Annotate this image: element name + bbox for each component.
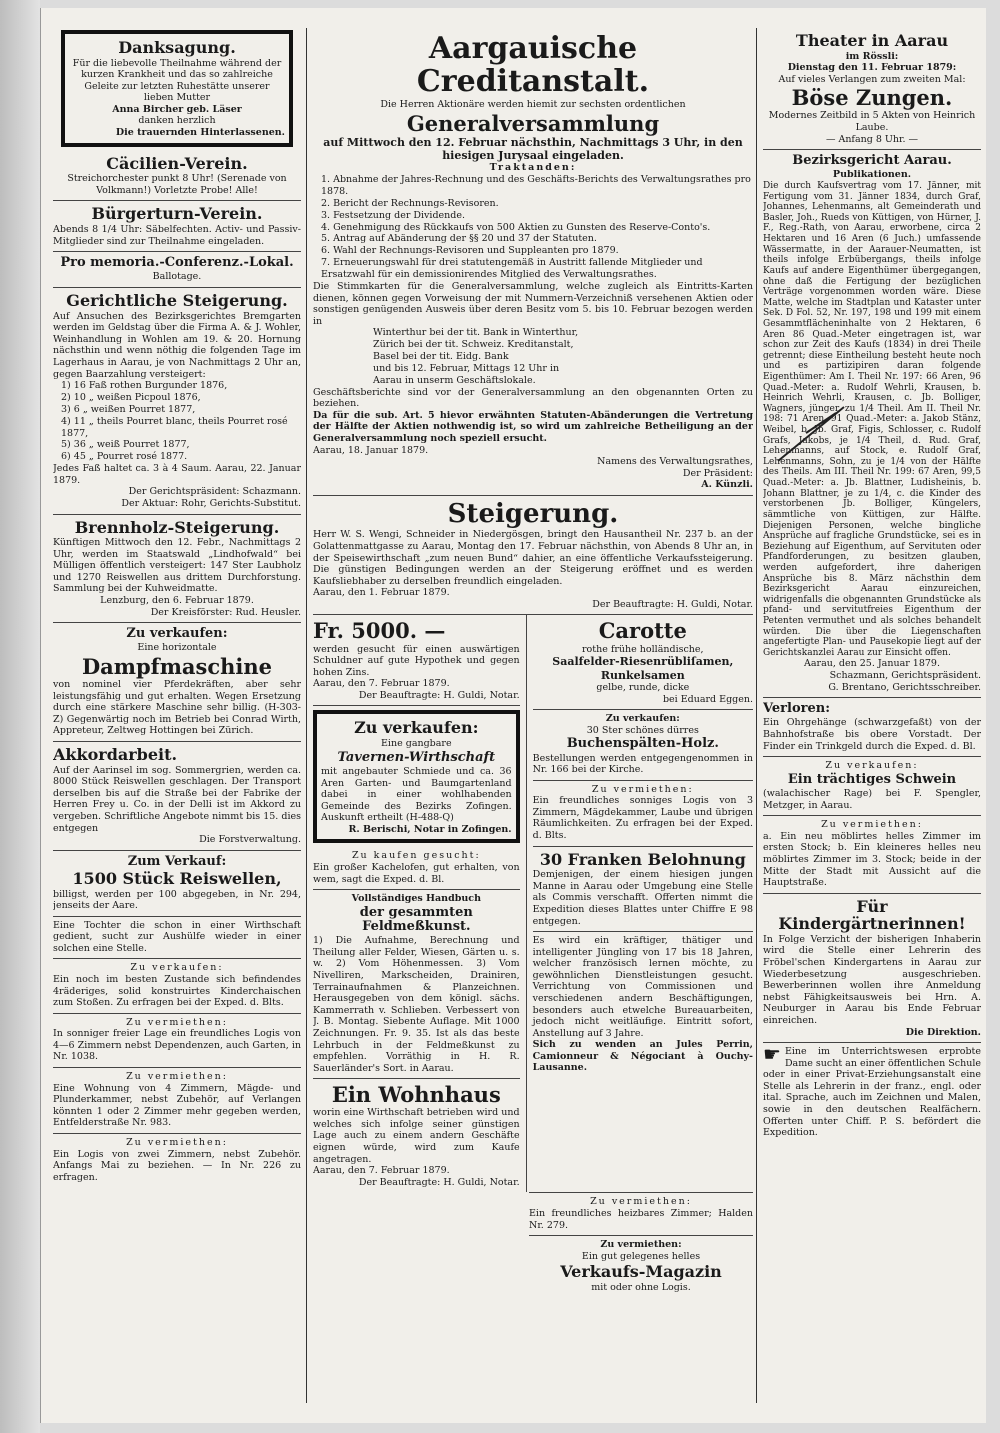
ad-signature: R. Berischi, Notar in Zofingen. [348, 823, 512, 835]
ad-headline: Für Kindergärtnerinnen! [778, 896, 966, 934]
ad-pro-memoria [53, 252, 301, 288]
ad-signature: Der Beauftragte: H. Guldi, Notar. [592, 598, 753, 610]
ad-title: Zu vermiethen: [591, 783, 694, 795]
ad-subtitle: Vollständiges Handbuch [351, 893, 481, 905]
ad-signature: G. Brentano, Gerichtsschreiber. [828, 681, 981, 693]
ad-text: Geschäftsberichte sind vor der Generalversammlung an den obgenannten Orten zu beziehen. [313, 386, 753, 410]
ad-date: Lenzburg, den 6. Februar 1879. [100, 595, 254, 606]
ad-title: Danksagung. [118, 38, 236, 57]
list-item: 1. Abnahme der Jahres-Rechnung und des Geschäfts-Berichts des Verwaltungsrathes pro 1878. [321, 174, 751, 197]
ad-list [53, 380, 301, 463]
ad-title: Verloren: [763, 701, 830, 717]
ad-text: Auf Ansuchen des Bezirksgerichtes Bremgarten werden im Geldstag über die Firma A. & J. Wohler, Weinhandlung in Wohlen am 19. & 20. Hornung nächsthin und wenn nöthig die folgenden Tage im Lagerhaus in Aarau, je von Nachmittags 2 Uhr an, gegen Baarzahlung versteigert: [53, 310, 301, 380]
ad-kinderchaischen [53, 959, 301, 1013]
ad-text: Runkelsamen [600, 668, 685, 682]
ad-reiswellen [53, 851, 301, 917]
list-item: 3. Festsetzung der Dividende. [321, 209, 465, 221]
list-item: 5) 36 „ weiß Pourret 1877, [61, 439, 190, 451]
ad-text: gelbe, runde, dicke [596, 681, 690, 693]
ad-text: Demjenigen, der einem hiesigen jungen Manne in Aarau oder Umgebung eine Stelle als Commis verschafft. Offerten nimmt die Expedition dieses Blattes unter Chiffre E 98 entgegen. [532, 869, 753, 927]
ad-signature: Namens des Verwaltungsrathes, [597, 456, 753, 468]
middle-left [313, 615, 527, 1192]
ad-date: Aarau, den 25. Januar 1879. [804, 658, 940, 670]
ad-headline: Carotte [598, 618, 687, 644]
ad-text: Für die liebevolle Theilnahme während der kurzen Krankheit und das so zahlreiche Geleite zur letzten Ruhestätte unserer lieben Mutter [72, 57, 282, 104]
ad-text: Es wird ein kräftiger, thätiger und intelligenter Jüngling von 17 bis 18 Jahren, welcher französisch lernen möchte, zu gewöhnlichen Dienstleistungen gesucht. Verrichtung von Commissionen und verschiedenen andern Beschäftigungen, besonders auch etwelche Bureauarbeiten, jedoch nicht weitläufige. Eintritt sofort, Anstellung auf 3 Jahre. [532, 935, 753, 1039]
ad-signature: Die Forstverwaltung. [199, 834, 301, 846]
ad-text: In Folge Verzicht der bisherigen Inhaberin wird die Stelle einer Lehrerin des Fröbel'schen Kindergartens in Aarau zur Wiederbesetzung ausgeschrieben. Bewerberinnen wollen ihre Anmeldung nebst Fähigkeitsausweis bei Hrn. A. Neuburger in Aarau bis Ende Februar einreichen. [763, 933, 981, 1026]
list-item: 6) 45 „ Pourret rosé 1877. [61, 451, 188, 463]
middle-split [313, 615, 753, 1192]
ad-wohnung [53, 1068, 301, 1134]
ad-steigerung [313, 496, 753, 616]
ad-list [313, 174, 753, 281]
ad-caecilien [53, 151, 301, 202]
ad-magazin [529, 1236, 753, 1297]
ad-headline: Generalversammlung [406, 110, 660, 136]
ad-name: Anna Bircher geb. Läser [112, 103, 242, 115]
ad-text: Streichorchester punkt 8 Uhr! (Serenade von Volkmann!) Vorletzte Probe! Alle! [67, 173, 287, 196]
ad-title: Zu kaufen gesucht: [351, 850, 481, 862]
ad-fr5000 [313, 615, 520, 706]
ad-text: worin eine Wirthschaft betrieben wird und welches sich infolge seiner günstigen Lage auch zu einem andern Geschäfte eignen würde, wird zum Kaufe angetragen. [313, 1107, 520, 1165]
ad-signature: Der Beauftragte: H. Guldi, Notar. [358, 1176, 520, 1188]
list-item: 5. Antrag auf Abänderung der §§ 20 und 37 der Statuten. [321, 233, 597, 245]
ad-title: Bezirksgericht Aarau. [792, 153, 952, 169]
ad-text: Modernes Zeitbild in 5 Akten von Heinrich Laube. [768, 110, 976, 133]
ad-text: 30 Ster schönes dürres [586, 724, 699, 736]
ad-text: Da für die sub. Art. 5 hievor erwähnten Statuten-Abänderungen die Vertretung der Hälfte der Aktien nothwendig ist, so wird um zahlreiche Betheiligung an der Generalversammlung noch speziell ersucht. [313, 409, 753, 444]
column-left [53, 28, 301, 1413]
newspaper-page [40, 8, 986, 1423]
ad-text: Auf vieles Verlangen zum zweiten Mal: [778, 73, 966, 85]
ad-text: von nominel vier Pferdekräften, aber sehr leistungsfähig und gut erhalten. Wegen Ersetzung durch eine stärkere Maschine sehr billig. (H-303-Z) Gegenwärtig noch im Betrieb bei Conrad Wirth, Appreteur, Zeltweg Hottingen bei Zürich. [53, 679, 301, 737]
ad-title: Zu verkaufen: [126, 626, 228, 642]
ad-title: Zu vermiethen: [126, 1136, 228, 1148]
ad-headline: Steigerung. [447, 498, 619, 529]
ad-signature: A. Künzli. [701, 479, 753, 491]
ad-zimmer-vermiethen [763, 816, 981, 893]
ad-signature: Der Kreisförster: Rud. Heusler. [150, 606, 301, 618]
ad-title: Theater in Aarau [795, 31, 949, 50]
ad-date: Aarau, den 7. Februar 1879. [313, 1165, 450, 1177]
page-binding [0, 0, 40, 1433]
ad-text: Ballotage. [152, 271, 202, 283]
ad-title: Zu vermiethen: [600, 1239, 682, 1251]
ad-title: Zu verkaufen: [354, 718, 479, 738]
ad-text: 1) Die Aufnahme, Berechnung und Theilung aller Felder, Wiesen, Gärten u. s. w. 2) Vom Höhenmessen. 3) Vom Nivelliren, Markscheiden, Drainiren, Terrainaufnahmen & Planzeichnen. Herausgegeben von dem königl. sächs. Kammerrath v. Schlieben. Verbessert von J. B. Montag. Siebente Auflage. Mit 1000 Zeichnungen. Fr. 9. 35. Ist als das beste Lehrbuch in der Feldmeßkunst zu empfehlen. Vorräthig in H. R. Sauerländer's Sort. in Aarau. [313, 935, 520, 1074]
ad-text: Künftigen Mittwoch den 12. Febr., Nachmittags 2 Uhr, werden im Staatswald „Lindhofwald“ bei Mülligen öffentlich versteigert: 147 Ster Laubholz und 1270 Reiswellen aus drittem Durchforstung. Sammlung bei der Kuhweidmatte. [53, 537, 301, 595]
ad-text: Jedes Faß haltet ca. 3 à 4 Saum. Aarau, 22. Januar 1879. [53, 463, 301, 486]
ad-title: Zu vermiethen: [126, 1016, 228, 1028]
ad-date: Aarau, den 1. Februar 1879. [313, 587, 450, 599]
ad-headline: Ein trächtiges Schwein [787, 771, 957, 787]
list-item: 3) 6 „ weißen Pourret 1877, [61, 403, 196, 415]
list-item: 7. Erneuerungswahl für drei statutengemäß in Austritt fallende Mitglieder und Ersatzwahl für ein demissionirendes Mitglied des Verwaltungsrathes. [321, 257, 703, 281]
ad-zimmer [529, 1192, 753, 1236]
ad-headline: Dampfmaschine [81, 654, 273, 680]
ad-text: Ein Logis von zwei Zimmern, nebst Zubehör. Anfangs Mai zu beziehen. — In Nr. 226 zu erfragen. [53, 1148, 301, 1183]
ad-signature: Der Gerichtspräsident: Schazmann. [128, 486, 301, 498]
ad-text: Eine im Unterrichtswesen erprobte Dame sucht an einer öffentlichen Schule oder in einer Privat-Erziehungsanstalt eine Stelle als Lehrerin in der franz., engl. oder ital. Sprache, auch im Zeichnen und Malen, sowie in den deutschen Realfächern. Offerten unter Chiff. P. S. befördert die Expedition. [763, 1046, 981, 1139]
ad-text: Herr W. S. Wengi, Schneider in Niedergösgen, bringt den Hausantheil Nr. 237 b. an der Golattenmattgasse zu Aarau, Montag den 17. Februar nächsthin, von Abends 8 Uhr an, in der Speisewirthschaft „zum neuen Bund“ dahier, an eine öffentliche Verkaufssteigerung. Die günstigen Bedingungen werden an der Steigerung eröffnet und es werden Kaufsliebhaber zu derselben freundlich eingeladen. [313, 529, 753, 587]
ad-masthead: Aargauische Creditanstalt. [416, 31, 650, 99]
ad-title: Zu verkaufen: [605, 713, 680, 725]
list-item: Zürich bei der tit. Schweiz. Kreditanstalt, [373, 339, 574, 351]
list-item: 4. Genehmigung des Rückkaufs von 500 Aktien zu Gunsten des Reserve-Conto's. [321, 221, 711, 233]
ad-tavernen [313, 710, 520, 843]
ad-text: mit oder ohne Logis. [591, 1281, 691, 1293]
ad-text: (walachischer Rage) bei F. Spengler, Metzger, in Aarau. [763, 788, 981, 811]
ad-text: Ein freundliches heizbares Zimmer; Halden Nr. 279. [529, 1207, 753, 1231]
ad-date: Aarau, 18. Januar 1879. [313, 444, 429, 456]
list-item: Aarau in unserm Geschäftslokale. [373, 374, 536, 386]
ad-schwein [763, 757, 981, 816]
ad-buergerturn [53, 201, 301, 252]
ad-headline: 1500 Stück Reiswellen, [72, 868, 282, 888]
ad-text: Ein gut gelegenes helles [581, 1250, 701, 1262]
list-item: 2. Bericht der Rechnungs-Revisoren. [321, 197, 499, 209]
ad-text: Bestellungen werden entgegengenommen in Nr. 166 bei der Kirche. [532, 752, 753, 776]
ad-title: Zum Verkauf: [127, 853, 227, 869]
ad-signature: Der Präsident: [682, 467, 753, 479]
ad-signature: Sich zu wenden an Jules Perrin, Camionneur & Négociant à Ouchy-Lausanne. [532, 1039, 753, 1074]
ad-text: mit angebauter Schmiede und ca. 36 Aren Garten- und Baumgartenland dabei in einer wohlhabenden Gemeinde des Bezirks Zofingen. Auskunft ertheilt (H-488-Q) [321, 765, 512, 824]
ad-feldmesskunst [313, 890, 520, 1079]
ad-text: Ein freundliches sonniges Logis von 3 Zimmern, Mägdekammer, Laube und übrigen Räumlichkeiten. Zu erfragen bei der Exped. d. Blts. [532, 795, 753, 842]
ad-lehrerin [763, 1043, 981, 1143]
ad-text: Die Stimmkarten für die Generalversammlung, welche zugleich als Eintritts-Karten dienen, können gegen Vorweisung der mit Nummern-Verzeichniß versehenen Aktien oder sonstigen genügenden Ausweis über deren Besitz vom 5. bis 10. Februar bezogen werden in [313, 280, 753, 327]
ad-headline: Verkaufs-Magazin [560, 1262, 722, 1282]
ad-headline: Fr. 5000. — [313, 618, 446, 644]
ad-headline: Ein Wohnhaus [331, 1082, 501, 1108]
list-item: Basel bei der tit. Eidg. Bank [373, 351, 509, 362]
list-item: Winterthur bei der tit. Bank in Winterthur, [373, 327, 579, 339]
ad-signature: Die trauernden Hinterlassenen. [115, 127, 285, 139]
ad-logis-1 [53, 1014, 301, 1068]
ad-text: Eine Tochter die schon in einer Wirthschaft gedient, sucht zur Aushülfe wieder in einer solchen eine Stelle. [53, 919, 301, 954]
ad-title: Zu vermiethen: [821, 819, 923, 831]
list-item: 2) 10 „ weißen Picpoul 1876, [61, 391, 201, 403]
ad-title: Zu vermiethen: [126, 1071, 228, 1083]
column-right [763, 28, 981, 1413]
list-item: und bis 12. Februar, Mittags 12 Uhr in [373, 362, 560, 374]
list-item: 6. Wahl der Rechnungs-Revisoren und Suppleanten pro 1879. [321, 245, 619, 257]
ad-text: Abends 8 1/4 Uhr: Säbelfechten. Activ- und Passiv-Mitglieder sind zur Theilnahme eingeladen. [53, 223, 301, 247]
ad-kachelofen [313, 847, 520, 890]
ad-title: Zu verkaufen: [825, 760, 919, 772]
ad-text: Ein noch im besten Zustande sich befindendes 4räderiges, solid konstruirtes Kinderchaischen zum Stoßen. Zu erfragen bei der Exped. d. Blts. [53, 974, 301, 1009]
ad-subtitle: Publikationen. [832, 169, 912, 181]
ad-text: a. Ein neu möblirtes helles Zimmer im ersten Stock; b. Ein kleineres helles neu möblirtes Zimmer im 3. Stock; beide in der Mitte der Stadt mit Aussicht auf die Hauptstraße. [763, 830, 981, 889]
ad-list [313, 327, 753, 386]
list-item: 1) 16 Faß rothen Burgunder 1876, [61, 380, 228, 392]
ad-title: Bürgerturn-Verein. [91, 204, 263, 224]
ad-signature: bei Eduard Eggen. [662, 693, 753, 705]
ad-theater [763, 28, 981, 150]
ad-akkordarbeit [53, 742, 301, 851]
ad-juengling [533, 932, 753, 1078]
ad-carotte [533, 615, 753, 710]
ad-title: Cäcilien-Verein. [106, 153, 248, 173]
ad-title: Gerichtliche Steigerung. [66, 291, 288, 311]
ad-verloren [763, 698, 981, 757]
pointing-hand-icon: ☛ [763, 1042, 781, 1067]
ad-text: In sonniger freier Lage ein freundliches Logis von 4—6 Zimmern nebst Dependenzen, auch Garten, in Nr. 1038. [53, 1028, 301, 1063]
ad-text: Auf der Aarinsel im sog. Sommergrien, werden ca. 8000 Stück Reiswellen geschlagen. Der Transport derselben bis auf die Straße bei der Fabrike der Herren Frey u. Co. in der Delli ist im Akkord zu vergeben. Schriftliche Angebote nimmt bis 15. dies entgegen [53, 764, 301, 834]
ad-text: — Anfang 8 Uhr. — [825, 133, 919, 145]
ad-headline: Tavernen-Wirthschaft [337, 749, 496, 765]
ad-text: rothe frühe holländische, [582, 643, 704, 655]
ad-belohnung [533, 847, 753, 932]
ad-gerichtliche-steigerung [53, 288, 301, 515]
ad-text: Eine gangbare [381, 738, 452, 750]
ad-kindergaertnerinnen [763, 894, 981, 1043]
ad-wohnhaus [313, 1079, 520, 1192]
ad-headline: Böse Zungen. [791, 85, 953, 111]
ad-text: Eine horizontale [137, 642, 217, 654]
ad-title: Zu vermiethen: [590, 1196, 692, 1208]
ad-headline: der gesammten Feldmeßkunst. [359, 904, 473, 934]
column-middle [313, 28, 753, 1413]
list-item: 4) 11 „ theils Pourret blanc, theils Pourret rosé 1877, [61, 415, 288, 439]
middle-right [527, 615, 753, 1192]
ad-title: Brennholz-Steigerung. [74, 517, 280, 537]
ad-signature: Der Beauftragte: H. Guldi, Notar. [358, 689, 520, 701]
ad-date: Aarau, den 7. Februar 1879. [313, 678, 450, 690]
ad-headline: Buchenspälten-Holz. [566, 736, 719, 752]
ad-headline: 30 Franken Belohnung [539, 849, 746, 869]
ad-buchenholz [533, 710, 753, 781]
column-divider [756, 28, 757, 1403]
ad-text: Ein Ohrgehänge (schwarzgefaßt) von der Bahnhofstraße bis obere Vorstadt. Der Finder ein Trinkgeld durch die Exped. d. Bl. [763, 717, 981, 752]
ad-text: danken herzlich [138, 115, 216, 127]
ad-signature: Der Aktuar: Rohr, Gerichts-Substitut. [121, 497, 301, 509]
ad-date: Dienstag den 11. Februar 1879: [787, 62, 957, 74]
ad-tochter [53, 917, 301, 960]
ad-brennholz [53, 515, 301, 624]
ad-title: Akkordarbeit. [53, 745, 178, 765]
ad-title: Zu verkaufen: [130, 962, 224, 974]
ad-text: Die durch Kaufsvertrag vom 17. Jänner, mit Fertigung vom 31. Jänner 1834, durch Graf, Johannes, Lehenmanns, alt Gemeinderath und Basler, Joh., Rueds von Küttigen, von Hürner, J. F., Reg.-Rath, von Aarau, erworbene, circa 2 Hektaren und 16 Aren (6 Juch.) umfassende Wässermatte, in der Aarauer-Neumatten, ist theils infolge Erbübergangs, theils infolge Kaufs auf andere Eigenthümer übergegangen, ohne daß die Fertigung der bezüglichen Verträge vorgenommen worden wäre. Diese Matte, welche im Stadtplan und Kataster unter Sek. D Fol. 52, Nr. 197, 198 und 199 mit einem Gesammtflächeninhalte von 2 Hektaren, 6 Aren 86 Quad.-Meter eingetragen ist, war schon zur Zeit des Kaufs (1834) in drei Theile getrennt; diese Eintheilung besteht heute noch und es partizipiren daran folgende Eigenthümer: Am I. Theil Nr. 197: 66 Aren, 96 Quad.-Meter: a. Rudolf Wehrli, Krausen, b. Heinrich Wehrli, Krausen, c. Jb. Bolliger, Wagners, jünger, zu 1/4 Theil. Am II. Theil Nr. 198: 71 Aren, 91 Quad.-Meter: a. Jakob Stänz, Weibel, b. Jb. Graf, Figis, Schlosser, c. Rudolf Grafs, Jakobs, je 1/4 Theil, d. Rud. Graf, Lehenmanns, auf Stock, e. Rudolf Graf, Lehenmanns, Sohn, zu je 1/4 von der Hälfte des Theils. Am III. Theil Nr. 199: 67 Aren, 99,5 Quad.-Meter: a. Jb. Blattner, Ludisheinis, b. Johann Blattner, je zu 1/4, c. die Kinder des verstorbenen Jb. Bolliger, Küngelers, sämmtliche von Küttigen, zur Hälfte. Diejenigen Personen, welche bingliche Ansprüche auf fragliche Grundstücke, sei es in Beziehung auf Eigenthum, auf Servituten oder Pfandforderungen, zu besitzen glauben, werden aufgefordert, ihre daherigen Ansprüche bis 8. März nächsthin dem Bezirksgericht Aarau einzureichen, widrigenfalls die obgenannten Grundstücke als pfand- und servitutfreies Eigenthum der Petenten vermuthet und als solches behandelt würden. Die über die Liegenschaften angefertigte Plan- und Pausekopie liegt auf der Gerichtskanzlei Aarau zur Einsicht offen. [763, 181, 981, 658]
ad-title: Pro memoria.-Conferenz.-Lokal. [60, 255, 294, 271]
ad-logis [533, 781, 753, 847]
ad-signature: Schazmann, Gerichtspräsident. [829, 670, 981, 682]
ad-text: Saalfelder-Riesenrübliſamen, [552, 655, 734, 669]
ad-text: auf Mittwoch den 12. Februar nächsthin, Nachmittags 3 Uhr, in den hiesigen Jurysaal eingeladen. [323, 135, 743, 163]
ad-danksagung [61, 30, 293, 147]
ad-subtitle: Traktanden: [489, 162, 577, 174]
ad-text: Ein großer Kachelofen, gut erhalten, von wem, sagt die Exped. d. Bl. [313, 861, 520, 885]
ad-text: billigst, werden per 100 abgegeben, in Nr. 294, jenseits der Aare. [53, 888, 301, 912]
ad-dampfmaschine [53, 623, 301, 742]
ad-text: Eine Wohnung von 4 Zimmern, Mägde- und Plunderkammer, nebst Zubehör, auf Verlangen könnten 1 oder 2 Zimmer mehr gegeben werden, Entfelderstraße Nr. 983. [53, 1082, 301, 1129]
column-divider [306, 28, 307, 1403]
pencil-mark-icon [776, 403, 846, 463]
ad-creditanstalt [313, 28, 753, 496]
ad-text: Die Herren Aktionäre werden hiemit zur sechsten ordentlichen [380, 99, 686, 110]
ad-text: werden gesucht für einen auswärtigen Schuldner auf gute Hypothek und gegen hohen Zins. [313, 643, 520, 678]
ad-logis-2 [53, 1134, 301, 1187]
ad-signature: Die Direktion. [905, 1026, 981, 1038]
ad-subtitle: im Rössli: [845, 50, 899, 62]
